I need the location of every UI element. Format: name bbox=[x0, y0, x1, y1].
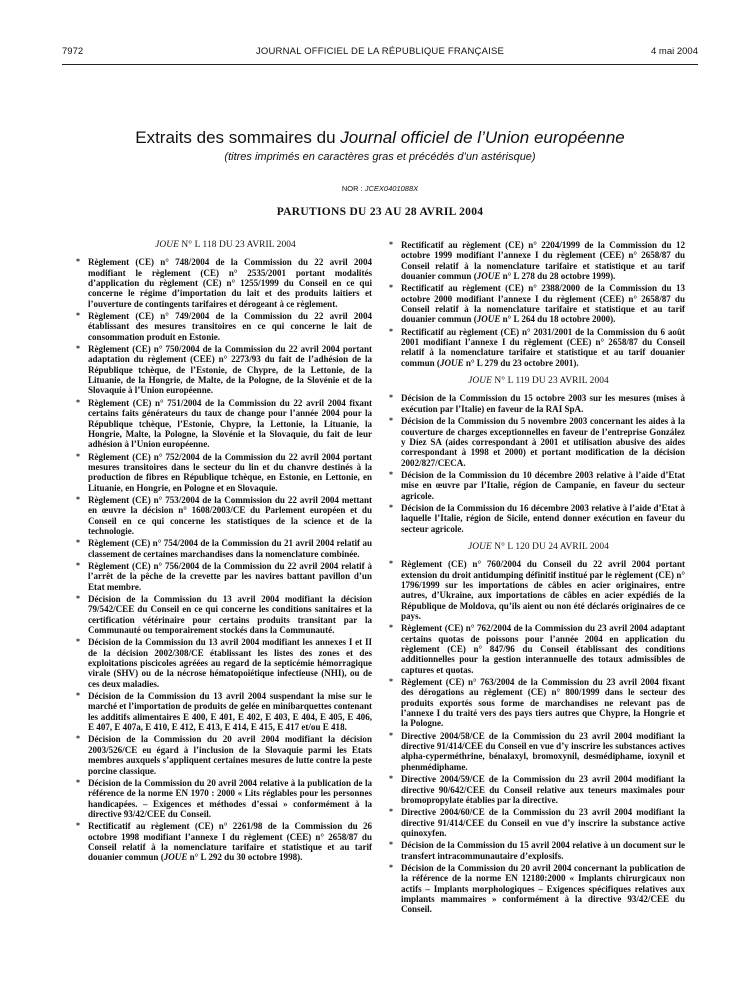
summary-entry bbox=[76, 257, 372, 309]
summary-entry bbox=[76, 311, 372, 342]
entry-text: Règlement (CE) n° 752/2004 de la Commission du 22 avril 2004 portant mesures transitoires dans le secteur du lin et du chanvre destinés à la production de fibres en République tchèque, en Estonie, en Lettonie, en Lituanie, en Hongrie, en Pologne et en Slovaquie. bbox=[88, 451, 372, 493]
asterisk-icon: * bbox=[389, 240, 393, 249]
section-number: N° L 118 DU 23 AVRIL 2004 bbox=[178, 240, 296, 250]
summary-entry bbox=[76, 637, 372, 689]
summary-entry bbox=[389, 862, 685, 915]
right-column bbox=[389, 240, 685, 917]
entry-text: Règlement (CE) n° 751/2004 de la Commission du 22 avril 2004 fixant certains faits générateurs du taux de change pour l’année 2004 pour la République tchèque, l’Estonie, Chypre, la Lettonie, la Lituanie, la Hongrie, Malte, la Pologne, la Slovénie et la Slovaquie, du fait de leur adhésion à l’Union européenne. bbox=[88, 397, 372, 450]
nor-code: JCEX0401088X bbox=[364, 184, 419, 193]
summary-entry bbox=[76, 821, 372, 863]
asterisk-icon: * bbox=[76, 734, 80, 744]
asterisk-icon: * bbox=[389, 502, 393, 512]
entry-text: Rectificatif au règlement (CE) n° 2261/98 de la Commission du 26 octobre 1998 modifiant l’annexe I du règlement (CEE) n° 2658/87 du Conseil relatif à la nomenclature tarifaire et statistique et au tarif douanier commun (JOUE n° L 292 du 30 octobre 1998). bbox=[88, 821, 372, 863]
entry-text: Décision de la Commission du 13 avril 2004 suspendant la mise sur le marché et l’importation de produits de gelée en minibarquettes contenant les additifs alimentaires E 400, E 401, E 402, E 403, E 404, E 405, E 406, E 407, E 407a, E 410, E 412, E 413, E 414, E 415, E 417 et/ou E 418. bbox=[88, 691, 372, 733]
entry-text: Règlement (CE) n° 748/2004 de la Commission du 22 avril 2004 modifiant le règlement (CE) n° 2535/2001 portant modalités d’application du règlement (CE) n° 1255/1999 du Conseil en ce qui concerne le régime d’importation du lait et des produits laitiers et l’ouverture de contingents tarifaires et dérogeant à ce règlement. bbox=[88, 257, 372, 309]
summary-entry bbox=[76, 344, 372, 396]
page-subtitle: (titres imprimés en caractères gras et précédés d’un astérisque) bbox=[224, 151, 536, 163]
entry-text: Décision de la Commission du 15 avril 2004 relative à un document sur le transfert intracommunautaire d’explosifs. bbox=[401, 840, 685, 861]
entry-text: Règlement (CE) n° 763/2004 de la Commission du 23 avril 2004 fixant des dérogations au règlement (CE) n° 800/1999 dans le secteur des produits exportés sous forme de marchandises ne relevant pas de l’annexe I du traité vers des pays tiers autres que Chypre, la Hongrie et la Pologne. bbox=[401, 677, 685, 729]
entry-text: Décision de la Commission du 15 octobre 2003 sur les mesures (mises à exécution par l’Italie) en faveur de la RAI SpA. bbox=[401, 393, 685, 414]
entry-text: Règlement (CE) n° 760/2004 du Conseil du 22 avril 2004 portant extension du droit antidumping définitif institué par le règlement (CE) n° 1796/1999 sur les importations de câbles en acier originaires, entre autres, d’Ukraine, aux importations de câbles en acier expédiés de la République de Moldova, qu’ils aient ou non été déclarés originaires de ce pays. bbox=[401, 559, 685, 621]
summary-entry bbox=[389, 393, 685, 414]
entry-text: Décision de la Commission du 20 avril 2004 relative à la publication de la référence de la norme EN 1970 : 2000 « Lits réglables pour les personnes handicapées. – Exigences et méthodes d’essai » conformément à la directive 93/42/CEE du Conseil. bbox=[88, 777, 372, 819]
entry-text: Décision de la Commission du 20 avril 2004 concernant la publication de la référence de la norme EN 12180:2000 « Implants chirurgicaux non actifs – Implants morphologiques – Exigences spécifiques relatives aux implants mammaires » conformément à la directive 93/42/CEE du Conseil. bbox=[401, 862, 685, 915]
entry-text: Décision de la Commission du 13 avril 2004 modifiant les annexes I et II de la décision 2002/308/CE établissant les listes des zones et des exploitations piscicoles agréées au regard de la septicémie hémorragique virale (SHV) ou de la nécrose hématopoïétique infectieuse (NHI), ou de ces deux maladies. bbox=[88, 637, 372, 689]
summary-entry bbox=[76, 560, 372, 592]
nor-reference bbox=[62, 184, 698, 193]
asterisk-icon: * bbox=[389, 469, 393, 479]
asterisk-icon: * bbox=[76, 494, 80, 504]
asterisk-icon: * bbox=[389, 862, 393, 872]
summary-entry bbox=[76, 494, 372, 536]
summary-entry bbox=[389, 730, 685, 772]
section-heading bbox=[392, 376, 685, 386]
entry-text: Directive 2004/58/CE de la Commission du 23 avril 2004 modifiant la directive 91/414/CEE du Conseil en vue d’y inscrire les substances actives alpha-cyperméthrine, bénalaxyl, bromoxynil, desmédiphame, ioxynil et phenmédiphame. bbox=[401, 730, 685, 772]
summary-entry bbox=[389, 677, 685, 729]
entry-text: Règlement (CE) n° 754/2004 de la Commission du 21 avril 2004 relatif au classement de certaines marchandises dans la nomenclature combinée. bbox=[88, 538, 372, 559]
entry-text: Décision de la Commission du 5 novembre 2003 concernant les aides à la couverture de charges exceptionnelles en faveur de l’entreprise González y Díez SA (aides correspondant à 2001 et utilisation abusive des aides correspondant à 1998 et 2000) et portant modification de la décision 2002/827/CECA. bbox=[401, 416, 685, 468]
asterisk-icon: * bbox=[389, 774, 393, 784]
summary-entry bbox=[389, 774, 685, 805]
entry-text: Rectificatif au règlement (CE) n° 2204/1999 de la Commission du 12 octobre 1999 modifiant l’annexe I du règlement (CEE) n° 2658/87 du Conseil relatif à la nomenclature tarifaire et statistique et au tarif douanier commun (JOUE n° L 278 du 28 octobre 1999). bbox=[401, 240, 685, 282]
entry-text: Rectificatif au règlement (CE) n° 2388/2000 de la Commission du 13 octobre 2000 modifiant l’annexe I du règlement (CEE) n° 2658/87 du Conseil relatif à la nomenclature tarifaire et statistique et au tarif douanier commun (JOUE n° L 264 du 18 octobre 2000). bbox=[401, 283, 685, 325]
section-number: N° L 119 DU 23 AVRIL 2004 bbox=[491, 376, 609, 387]
asterisk-icon: * bbox=[389, 730, 393, 740]
entry-text: Décision de la Commission du 13 avril 2004 modifiant la décision 79/542/CEE du Conseil en ce qui concerne les conditions sanitaires et la certification vétérinaire pour certains produits transitant par la Communauté ou temporairement stockés dans la Communauté. bbox=[88, 594, 372, 636]
asterisk-icon: * bbox=[76, 311, 80, 321]
asterisk-icon: * bbox=[389, 416, 393, 426]
section-journal: JOUE bbox=[468, 376, 492, 387]
summary-entry bbox=[76, 538, 372, 559]
asterisk-icon: * bbox=[76, 538, 80, 548]
summary-entry bbox=[76, 734, 372, 776]
entry-text: Décision de la Commission du 10 décembre 2003 relative à l’aide d’Etat mise en œuvre par l’Italie, région de Campanie, en faveur du secteur agricole. bbox=[401, 469, 685, 501]
asterisk-icon: * bbox=[76, 821, 80, 831]
issue-date: 4 mai 2004 bbox=[650, 46, 698, 57]
asterisk-icon: * bbox=[389, 623, 393, 633]
page-number: 7972 bbox=[62, 46, 84, 57]
summary-entry bbox=[389, 283, 685, 325]
asterisk-icon: * bbox=[389, 677, 393, 687]
asterisk-icon: * bbox=[389, 840, 393, 850]
asterisk-icon: * bbox=[389, 807, 393, 817]
asterisk-icon: * bbox=[389, 559, 393, 569]
section-journal: JOUE bbox=[155, 240, 179, 250]
asterisk-icon: * bbox=[76, 637, 80, 647]
asterisk-icon: * bbox=[76, 560, 80, 570]
summary-entry bbox=[76, 397, 372, 450]
section-number: N° L 120 DU 24 AVRIL 2004 bbox=[491, 541, 610, 552]
entry-text: Rectificatif au règlement (CE) n° 2031/2001 de la Commission du 6 août 2001 modifiant l’annexe I du règlement (CEE) n° 2658/87 du Conseil relatif à la nomenclature tarifaire et statistique et au tarif douanier commun (JOUE n° L 279 du 23 octobre 2001). bbox=[401, 326, 685, 368]
section-heading bbox=[392, 542, 685, 552]
summary-entry bbox=[389, 623, 685, 675]
page-title bbox=[62, 128, 698, 148]
summary-entry bbox=[389, 807, 685, 838]
summary-entry bbox=[76, 594, 372, 636]
summary-entry bbox=[76, 777, 372, 819]
asterisk-icon: * bbox=[389, 326, 393, 336]
journal-title: JOURNAL OFFICIEL DE LA RÉPUBLIQUE FRANÇAISE bbox=[255, 46, 505, 57]
running-header bbox=[62, 46, 698, 60]
asterisk-icon: * bbox=[389, 283, 393, 293]
summary-entry bbox=[389, 240, 685, 282]
asterisk-icon: * bbox=[76, 344, 80, 354]
asterisk-icon: * bbox=[76, 257, 80, 267]
nor-label: NOR : bbox=[341, 184, 365, 193]
parutions-heading: PARUTIONS DU 23 AU 28 AVRIL 2004 bbox=[276, 206, 484, 218]
asterisk-icon: * bbox=[76, 397, 80, 407]
page-title-prefix: Extraits des sommaires du bbox=[135, 128, 341, 147]
asterisk-icon: * bbox=[76, 691, 80, 701]
summary-entry bbox=[389, 840, 685, 861]
summary-entry bbox=[389, 416, 685, 468]
summary-entry bbox=[389, 326, 685, 368]
section-journal: JOUE bbox=[467, 541, 492, 552]
entry-text: Décision de la Commission du 20 avril 2004 modifiant la décision 2003/526/CE eu égard à l’inclusion de la Slovaquie parmi les Etats membres auxquels s’appliquent certaines mesures de lutte contre la peste porcine classique. bbox=[88, 734, 372, 776]
summary-entry bbox=[389, 502, 685, 534]
summary-entry bbox=[76, 691, 372, 733]
summary-entry bbox=[76, 451, 372, 493]
entry-text: Décision de la Commission du 16 décembre 2003 relative à l’aide d’Etat à laquelle l’Italie, région de Sicile, entend donner exécution en faveur du secteur agricole. bbox=[401, 502, 685, 534]
asterisk-icon: * bbox=[76, 451, 80, 461]
asterisk-icon: * bbox=[389, 393, 393, 403]
entry-text: Règlement (CE) n° 756/2004 de la Commission du 22 avril 2004 relatif à l’arrêt de la pêche de la crevette par les navires battant pavillon d’un Etat membre. bbox=[88, 560, 372, 592]
entry-text: Règlement (CE) n° 750/2004 de la Commission du 22 avril 2004 portant adaptation du règlement (CEE) n° 2273/93 du fait de l’adhésion de la République tchèque, de l’Estonie, de Chypre, de la Lettonie, de la Lituanie, de la Hongrie, de Malte, de la Pologne, de la Slovénie et de la Slovaquie à l’Union européenne. bbox=[88, 344, 372, 396]
page-title-journal: Journal officiel de l’Union européenne bbox=[340, 128, 625, 147]
entry-text: Règlement (CE) n° 749/2004 de la Commission du 22 avril 2004 établissant des mesures transitoires en ce qui concerne le lait de consommation produit en Estonie. bbox=[88, 311, 372, 342]
summary-entry bbox=[389, 469, 685, 501]
entry-text: Règlement (CE) n° 762/2004 de la Commission du 23 avril 2004 adaptant certains quotas de poissons pour l’année 2004 en application du règlement (CE) n° 847/96 du Conseil établissant des conditions additionnelles pour la gestion interannuelle des totaux admissibles de captures et quotas. bbox=[401, 623, 685, 675]
entry-text: Directive 2004/59/CE de la Commission du 23 avril 2004 modifiant la directive 90/642/CEE du Conseil relative aux teneurs maximales pour bromopropylate établies par la directive. bbox=[401, 774, 685, 805]
asterisk-icon: * bbox=[76, 594, 80, 603]
header-rule bbox=[62, 64, 698, 65]
entry-text: Directive 2004/60/CE de la Commission du 23 avril 2004 modifiant la directive 91/414/CEE du Conseil en vue d’y inscrire la substance active quinoxyfen. bbox=[401, 807, 685, 838]
entry-text: Règlement (CE) n° 753/2004 de la Commission du 22 avril 2004 mettant en œuvre la décision n° 1608/2003/CE du Parlement européen et du Conseil en ce qui concerne les statistiques de la science et de la technologie. bbox=[88, 494, 372, 536]
summary-entry bbox=[389, 559, 685, 621]
left-column bbox=[76, 240, 372, 865]
section-heading bbox=[79, 240, 372, 250]
asterisk-icon: * bbox=[76, 777, 80, 787]
